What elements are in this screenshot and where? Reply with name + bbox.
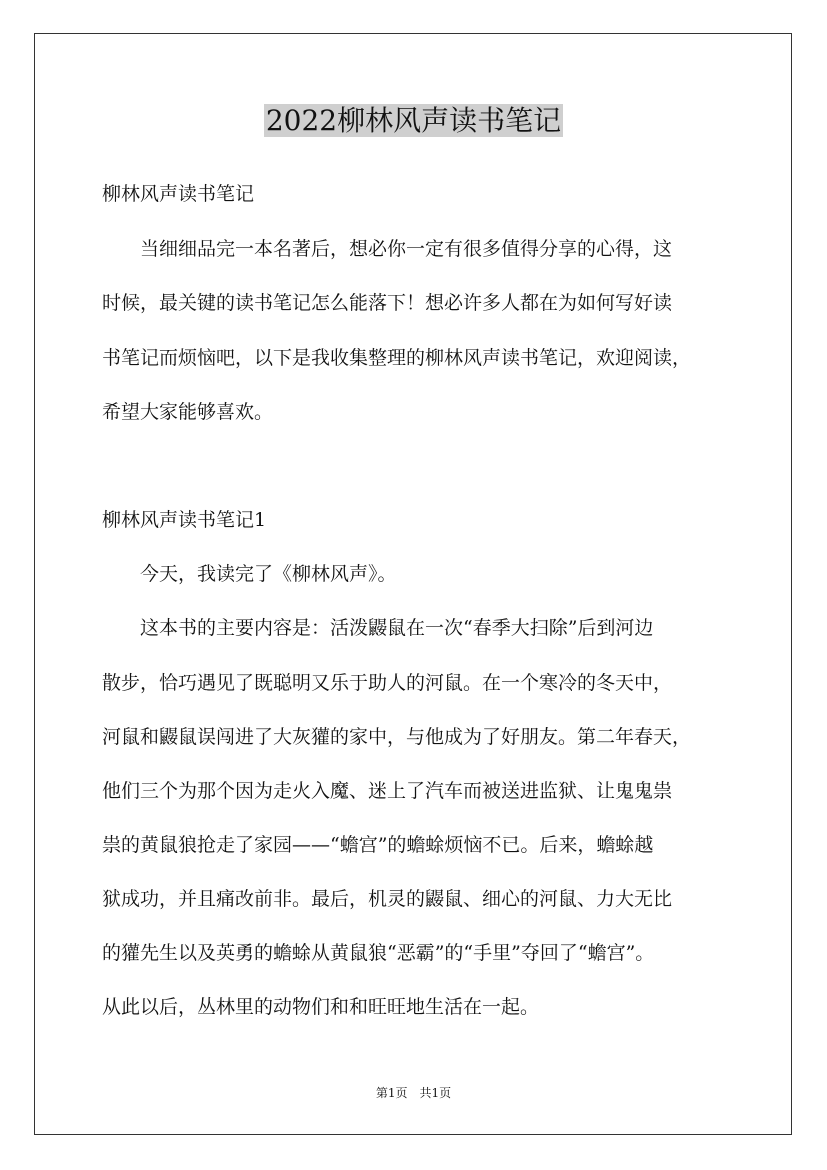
- page-footer: 第1页 共1页: [375, 1086, 452, 1100]
- paragraph-line: 河鼠和鼹鼠误闯进了大灰獾的家中，与他成为了好朋友。第二年春天，: [102, 726, 692, 748]
- paragraph-line: 这本书的主要内容是：活泼鼹鼠在一次“春季大扫除”后到河边: [102, 617, 654, 639]
- section-heading: 柳林风声读书笔记1: [102, 509, 267, 531]
- paragraph-line: 书笔记而烦恼吧，以下是我收集整理的柳林风声读书笔记，欢迎阅读，: [102, 347, 692, 369]
- paragraph-line: 当细细品完一本名著后，想必你一定有很多值得分享的心得，这: [102, 238, 673, 260]
- document-title: [0, 100, 827, 142]
- paragraph-line: 时候，最关键的读书笔记怎么能落下！想必许多人都在为如何写好读: [102, 292, 673, 314]
- title-highlight: 2022柳林风声读书笔记: [265, 104, 562, 137]
- paragraph-line: 今天，我读完了《柳林风声》。: [102, 563, 397, 585]
- section-heading: 柳林风声读书笔记: [102, 183, 255, 205]
- paragraph-line: 散步，恰巧遇见了既聪明又乐于助人的河鼠。在一个寒冷的冬天中，: [102, 672, 673, 694]
- paragraph-line: 他们三个为那个因为走火入魔、迷上了汽车而被送进监狱、让鬼鬼祟: [102, 780, 673, 802]
- paragraph-line: 狱成功，并且痛改前非。最后，机灵的鼹鼠、细心的河鼠、力大无比: [102, 888, 673, 910]
- paragraph-line: 的獾先生以及英勇的蟾蜍从黄鼠狼“恶霸”的“手里”夺回了“蟾宫”。: [102, 942, 655, 964]
- paragraph-line: 希望大家能够喜欢。: [102, 401, 274, 423]
- paragraph-line: 祟的黄鼠狼抢走了家园——“蟾宫”的蟾蜍烦恼不已。后来，蟾蜍越: [102, 834, 654, 856]
- paragraph-line: 从此以后，丛林里的动物们和和旺旺地生活在一起。: [102, 996, 540, 1018]
